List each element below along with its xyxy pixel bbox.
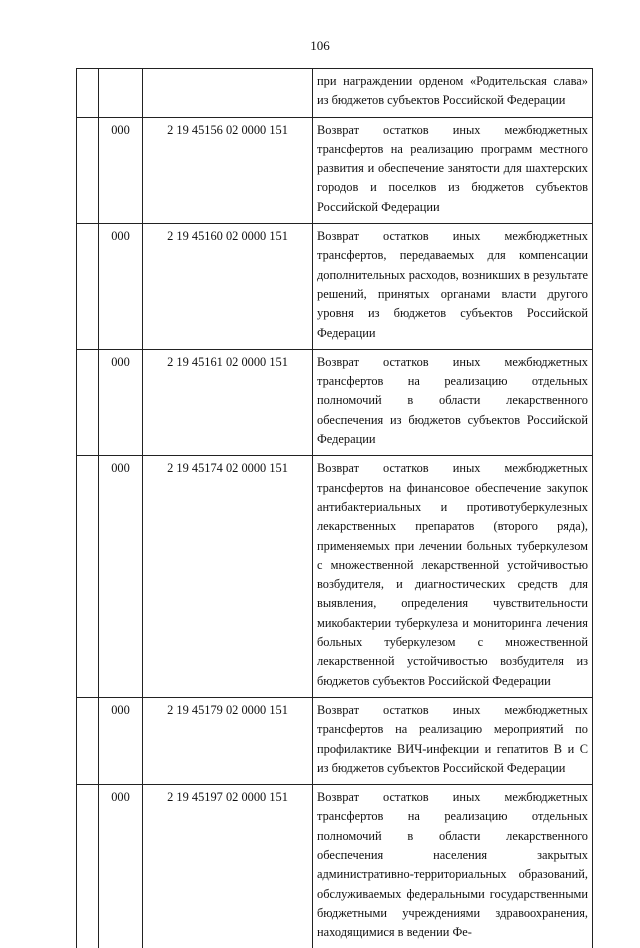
- admin-code-cell: [99, 69, 143, 118]
- margin-cell: [77, 349, 99, 455]
- admin-code-cell: 000: [99, 117, 143, 223]
- table-row: [77, 785, 593, 948]
- table-row: [77, 117, 593, 223]
- margin-cell: [77, 117, 99, 223]
- table-row: [77, 224, 593, 350]
- income-name-cell: при награждении орденом «Родительская слава» из бюджетов субъектов Российской Федерации: [313, 69, 593, 118]
- margin-cell: [77, 456, 99, 698]
- page-number: 106: [310, 38, 330, 53]
- kbk-code-cell: 2 19 45160 02 0000 151: [143, 224, 313, 350]
- kbk-code-cell: 2 19 45174 02 0000 151: [143, 456, 313, 698]
- table-row: [77, 697, 593, 784]
- kbk-code-cell: 2 19 45161 02 0000 151: [143, 349, 313, 455]
- margin-cell: [77, 697, 99, 784]
- income-name-cell: Возврат остатков иных межбюджетных трансфертов на реализацию отдельных полномочий в области лекарственного обеспечения из бюджетов субъектов Российской Федерации: [313, 349, 593, 455]
- budget-codes-table: [76, 68, 593, 948]
- admin-code-cell: 000: [99, 697, 143, 784]
- margin-cell: [77, 69, 99, 118]
- admin-code-cell: 000: [99, 224, 143, 350]
- kbk-code-cell: [143, 69, 313, 118]
- admin-code-cell: 000: [99, 785, 143, 948]
- income-name-cell: Возврат остатков иных межбюджетных трансфертов на реализацию отдельных полномочий в области лекарственного обеспечения населения закрытых административно-территориальных образований, обслуживаемых федеральными государственными бюджетными учреждениями здравоохранения, находящимися в ведении Фе-: [313, 785, 593, 948]
- kbk-code-cell: 2 19 45197 02 0000 151: [143, 785, 313, 948]
- table-row-continuation: [77, 69, 593, 118]
- income-name-cell: Возврат остатков иных межбюджетных трансфертов на реализацию программ местного развития и обеспечение занятости для шахтерских городов и поселков из бюджетов субъектов Российской Федерации: [313, 117, 593, 223]
- income-name-cell: Возврат остатков иных межбюджетных трансфертов на реализацию мероприятий по профилактике ВИЧ-инфекции и гепатитов B и C из бюджетов субъектов Российской Федерации: [313, 697, 593, 784]
- admin-code-cell: 000: [99, 456, 143, 698]
- kbk-code-cell: 2 19 45179 02 0000 151: [143, 697, 313, 784]
- admin-code-cell: 000: [99, 349, 143, 455]
- kbk-code-cell: 2 19 45156 02 0000 151: [143, 117, 313, 223]
- income-name-cell: Возврат остатков иных межбюджетных трансфертов, передаваемых для компенсации дополнительных расходов, возникших в результате решений, принятых органами власти другого уровня из бюджетов субъектов Российской Федерации: [313, 224, 593, 350]
- margin-cell: [77, 224, 99, 350]
- margin-cell: [77, 785, 99, 948]
- table-row: [77, 349, 593, 455]
- table-row: [77, 456, 593, 698]
- income-name-cell: Возврат остатков иных межбюджетных трансфертов на финансовое обеспечение закупок антибактериальных и противотуберкулезных лекарственных препаратов (второго ряда), применяемых при лечении больных туберкулезом с множественной лекарственной устойчивостью возбудителя, и диагностических средств для выявления, определения чувствительности микобактерии туберкулеза и мониторинга лечения больных туберкулезом с множественной лекарственной устойчивостью возбудителя из бюджетов субъектов Российской Федерации: [313, 456, 593, 698]
